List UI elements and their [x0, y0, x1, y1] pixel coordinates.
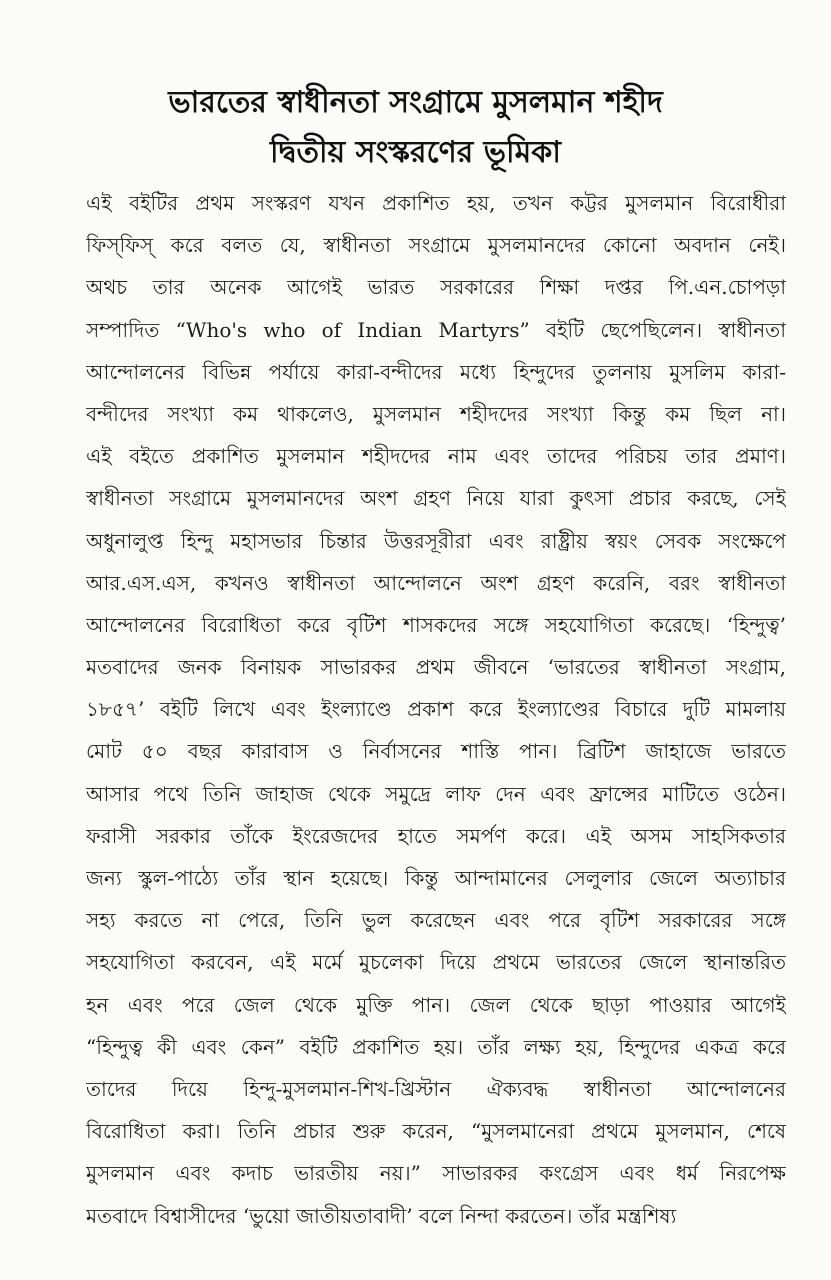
- text-line: বিরোধিতা করা। তিনি প্রচার শুরু করেন, “মুসলমানেরা প্রথমে মুসলমান, শেষে: [86, 1119, 786, 1144]
- text-line: আন্দোলনের বিরোধিতা করে বৃটিশ শাসকদের সঙ্গে সহযোগিতা করেছে। ‘হিন্দুত্ব’: [86, 612, 786, 637]
- text-line: ফরাসী সরকার তাঁকে ইংরেজদের হাতে সমর্পণ করে। এই অসম সাহসিকতার: [86, 823, 786, 848]
- text-line: মতবাদে বিশ্বাসীদের ‘ভুয়ো জাতীয়তাবাদী’ বলে নিন্দা করতেন। তাঁর মন্ত্রশিষ্য: [86, 1203, 677, 1228]
- text-line: আন্দোলনের বিভিন্ন পর্যায়ে কারা-বন্দীদের মধ্যে হিন্দুদের তুলনায় মুসলিম কারা-: [86, 359, 786, 384]
- heading-block: [60, 78, 771, 178]
- text-line: মতবাদের জনক বিনায়ক সাভারকর প্রথম জীবনে ‘ভারতের স্বাধীনতা সংগ্রাম,: [86, 655, 786, 680]
- section-subtitle: দ্বিতীয় সংস্করণের ভূমিকা: [270, 135, 561, 170]
- text-line: মুসলমান এবং কদাচ ভারতীয় নয়।” সাভারকর কংগ্রেস এবং ধর্ম নিরপেক্ষ: [86, 1161, 786, 1186]
- text-line: আর.এস.এস, কখনও স্বাধীনতা আন্দোলনে অংশ গ্রহণ করেনি, বরং স্বাধীনতা: [86, 570, 786, 595]
- text-line: “হিন্দুত্ব কী এবং কেন” বইটি প্রকাশিত হয়। তাঁর লক্ষ্য হয়, হিন্দুদের একত্র করে: [86, 1034, 786, 1059]
- text-line: আসার পথে তিনি জাহাজ থেকে সমুদ্রে লাফ দেন এবং ফ্রান্সের মাটিতে ওঠেন।: [86, 781, 786, 806]
- text-line: অধুনালুপ্ত হিন্দু মহাসভার চিন্তার উত্তরসূরীরা এবং রাষ্ট্রীয় স্বয়ং সেবক সংক্ষেপে: [86, 528, 786, 553]
- text-line: হন এবং পরে জেল থেকে মুক্তি পান। জেল থেকে ছাড়া পাওয়ার আগেই: [86, 992, 786, 1017]
- body-text: [86, 182, 786, 1237]
- text-line: স্বাধীনতা সংগ্রামে মুসলমানদের অংশ গ্রহণ নিয়ে যারা কুৎসা প্রচার করছে, সেই: [86, 486, 786, 511]
- text-line: সহযোগিতা করবেন, এই মর্মে মুচলেকা দিয়ে প্রথমে ভারতের জেলে স্থানান্তরিত: [86, 950, 786, 975]
- text-line: বন্দীদের সংখ্যা কম থাকলেও, মুসলমান শহীদদের সংখ্যা কিন্তু কম ছিল না।: [86, 401, 786, 426]
- text-line: সহ্য করতে না পেরে, তিনি ভুল করেছেন এবং পরে বৃটিশ সরকারের সঙ্গে: [86, 908, 786, 933]
- text-line: তাদের দিয়ে হিন্দু-মুসলমান-শিখ-খ্রিস্টান ঐক্যবদ্ধ স্বাধীনতা আন্দোলনের: [86, 1076, 786, 1101]
- text-line: মোট ৫০ বছর কারাবাস ও নির্বাসনের শাস্তি পান। ব্রিটিশ জাহাজে ভারতে: [86, 739, 786, 764]
- text-line: ১৮৫৭’ বইটি লিখে এবং ইংল্যাণ্ডে প্রকাশ করে ইংল্যাণ্ডের বিচারে দুটি মামলায়: [86, 697, 786, 722]
- text-line: এই বইতে প্রকাশিত মুসলমান শহীদদের নাম এবং তাদের পরিচয় তার প্রমাণ।: [86, 444, 786, 469]
- text-line: ফিস্‌ফিস্ করে বলত যে, স্বাধীনতা সংগ্রামে মুসলমানদের কোনো অবদান নেই।: [86, 233, 786, 258]
- page-title: ভারতের স্বাধীনতা সংগ্রামে মুসলমান শহীদ: [168, 85, 663, 120]
- text-line: এই বইটির প্রথম সংস্করণ যখন প্রকাশিত হয়, তখন কট্টর মুসলমান বিরোধীরা: [86, 191, 786, 215]
- text-line: সম্পাদিত “Who's who of Indian Martyrs” বইটি ছেপেছিলেন। স্বাধীনতা: [86, 317, 786, 342]
- text-line: জন্য স্কুল-পাঠ্যে তাঁর স্থান হয়েছে। কিন্তু আন্দামানের সেলুলার জেলে অত্যাচার: [86, 866, 786, 890]
- text-line: অথচ তার অনেক আগেই ভারত সরকারের শিক্ষা দপ্তর পি.এন.চোপড়া: [86, 275, 786, 300]
